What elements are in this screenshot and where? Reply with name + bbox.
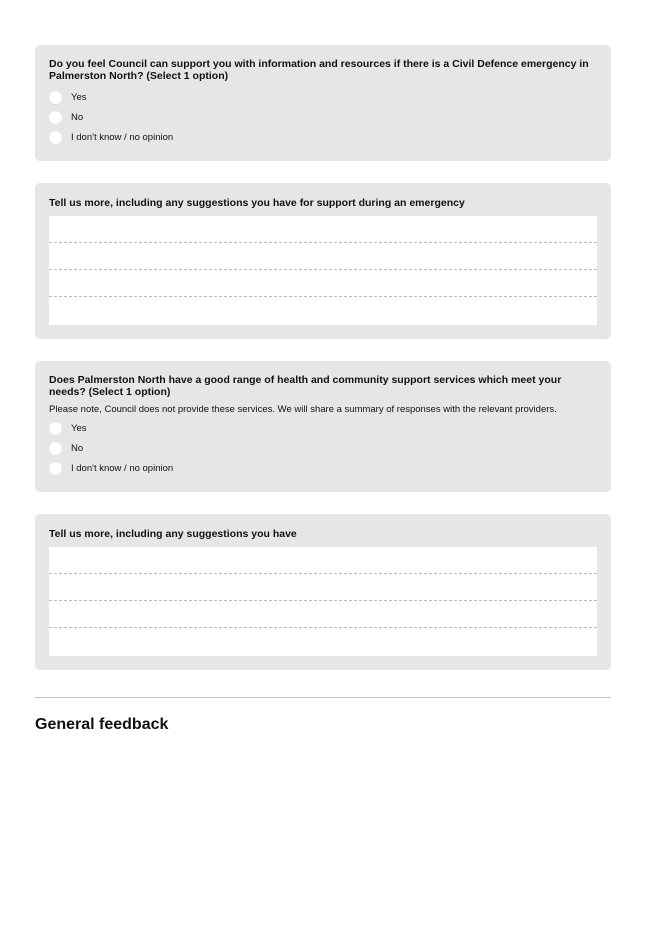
radio-option-yes[interactable] <box>49 418 597 438</box>
question-card-health-services <box>35 361 611 492</box>
radio-button[interactable] <box>49 442 62 455</box>
radio-option-dont-know[interactable] <box>49 127 597 147</box>
question-card-health-suggestions <box>35 514 611 670</box>
textarea-line <box>49 574 597 601</box>
radio-button[interactable] <box>49 91 62 104</box>
textarea-line <box>49 628 597 656</box>
radio-label: Yes <box>71 422 87 434</box>
radio-button[interactable] <box>49 131 62 144</box>
radio-label: I don't know / no opinion <box>71 462 174 474</box>
question-title: Tell us more, including any suggestions you have <box>49 528 297 540</box>
radio-button[interactable] <box>49 462 62 475</box>
textarea-line <box>49 297 597 325</box>
question-title: Does Palmerston North have a good range of health and community support services which meet your needs? (Select 1 option) <box>49 374 562 398</box>
radio-option-dont-know[interactable] <box>49 458 597 478</box>
radio-option-no[interactable] <box>49 107 597 127</box>
question-card-emergency-suggestions <box>35 183 611 339</box>
suggestions-textarea[interactable] <box>49 216 597 325</box>
radio-label: I don't know / no opinion <box>71 131 174 143</box>
radio-button[interactable] <box>49 111 62 124</box>
radio-label: Yes <box>71 91 87 103</box>
textarea-line <box>49 270 597 297</box>
question-title: Do you feel Council can support you with information and resources if there is a Civil Defence emergency in Palmerston North? (Select 1 option) <box>49 58 589 82</box>
question-card-civil-defence <box>35 45 611 161</box>
radio-option-no[interactable] <box>49 438 597 458</box>
textarea-line <box>49 547 597 574</box>
radio-label: No <box>71 111 84 123</box>
question-note: Please note, Council does not provide these services. We will share a summary of responses with the relevant providers. <box>49 404 557 415</box>
textarea-line <box>49 243 597 270</box>
radio-option-yes[interactable] <box>49 87 597 107</box>
radio-group <box>49 87 597 147</box>
question-title: Tell us more, including any suggestions you have for support during an emergency <box>49 197 465 209</box>
section-divider <box>35 697 611 698</box>
suggestions-textarea[interactable] <box>49 547 597 656</box>
textarea-line <box>49 216 597 243</box>
radio-group <box>49 418 597 478</box>
radio-label: No <box>71 442 84 454</box>
textarea-line <box>49 601 597 628</box>
radio-button[interactable] <box>49 422 62 435</box>
section-title: General feedback <box>35 716 169 733</box>
